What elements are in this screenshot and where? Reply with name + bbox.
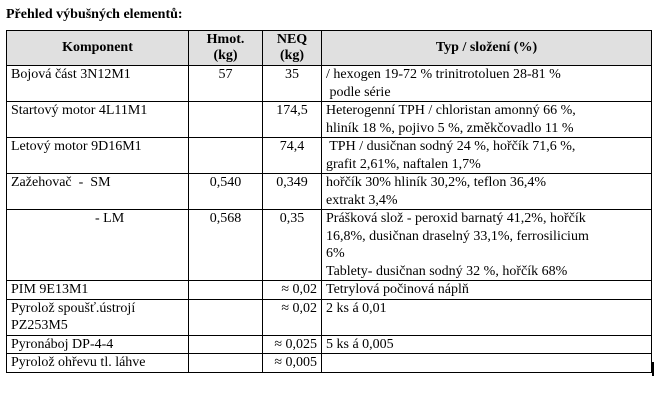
cell-hmot [189,102,263,138]
typ-line: 2 ks á 0,01 [326,300,387,316]
table-row [7,281,652,300]
cell-hmot: 57 [189,66,263,102]
table-row [7,102,652,138]
cell-hmot [189,335,263,354]
header-neq-line2: (kg) [279,48,305,63]
explosive-elements-table [6,30,652,373]
cell-komponent: Startový motor 4L11M1 [7,102,189,138]
komponent-line: PZ253M5 [11,318,68,333]
cell-neq: 0,35 [263,210,322,281]
cell-typ [322,299,652,335]
cell-neq: ≈ 0,025 [263,335,322,354]
header-komponent: Komponent [7,31,189,66]
cell-neq: ≈ 0,02 [263,281,322,300]
cell-typ [322,210,652,281]
cell-komponent: Pyrolož ohřevu tl. láhve [7,354,189,373]
cell-hmot: 0,540 [189,174,263,210]
text-cursor-mark [652,362,654,376]
typ-line: podle série [326,84,391,100]
cell-komponent: Zažehovač - SM [7,174,189,210]
cell-komponent: PIM 9E13M1 [7,281,189,300]
table-row [7,138,652,174]
cell-komponent: Letový motor 9D16M1 [7,138,189,174]
komponent-line: Pyrolož spoušť.ústrojí [11,300,136,316]
typ-line: TPH / dusičnan sodný 24 %, hořčík 71,6 %, [326,139,576,154]
document-title: Přehled výbušných elementů: [6,7,183,22]
header-hmot-line1: Hmot. [206,32,245,47]
typ-line: extrakt 3,4% [326,192,398,208]
cell-neq: 174,5 [263,102,322,138]
table-header-row [7,31,652,66]
cell-neq: ≈ 0,005 [263,354,322,373]
typ-line: 6% [326,246,345,261]
header-typ: Typ / složení (%) [322,31,652,66]
typ-line [326,354,647,372]
cell-typ [322,281,652,300]
table-row [7,335,652,354]
cell-komponent [7,299,189,335]
table-row [7,354,652,373]
typ-line: 16,8%, dusičnan draselný 33,1%, ferrosilicium [326,228,589,244]
header-hmot [189,31,263,66]
cell-komponent: - LM [7,210,189,281]
cell-komponent: Bojová část 3N12M1 [7,66,189,102]
table-row [7,174,652,210]
table-row [7,299,652,335]
cell-neq: 0,349 [263,174,322,210]
cell-hmot [189,354,263,373]
cell-hmot [189,138,263,174]
cell-neq: 35 [263,66,322,102]
cell-typ [322,335,652,354]
table-row [7,210,652,281]
typ-line: grafit 2,61%, naftalen 1,7% [326,156,481,172]
typ-line: 5 ks á 0,005 [326,336,394,352]
cell-typ [322,66,652,102]
header-hmot-line2: (kg) [213,48,238,63]
cell-komponent: Pyronáboj DP-4-4 [7,335,189,354]
cell-typ [322,174,652,210]
cell-hmot [189,281,263,300]
cell-typ [322,138,652,174]
typ-line: Tablety- dusičnan sodný 32 %, hořčík 68% [326,263,568,279]
cell-typ [322,102,652,138]
typ-line: / hexogen 19-72 % trinitrotoluen 28-81 % [326,67,561,82]
typ-line: Heterogenní TPH / chloristan amonný 66 %, [326,103,576,118]
typ-line: hořčík 30% hliník 30,2%, teflon 36,4% [326,175,547,190]
typ-line: hliník 18 %, pojivo 5 %, změkčovadlo 11 % [326,120,574,136]
cell-typ [322,354,652,373]
table-row [7,66,652,102]
cell-neq: 74,4 [263,138,322,174]
cell-hmot [189,299,263,335]
typ-line: Prášková slož - peroxid barnatý 41,2%, hořčík [326,211,586,226]
header-neq-line1: NEQ [276,32,308,47]
cell-neq: ≈ 0,02 [263,299,322,335]
cell-hmot: 0,568 [189,210,263,281]
header-neq [263,31,322,66]
typ-line: Tetrylová počinová náplň [326,282,469,297]
